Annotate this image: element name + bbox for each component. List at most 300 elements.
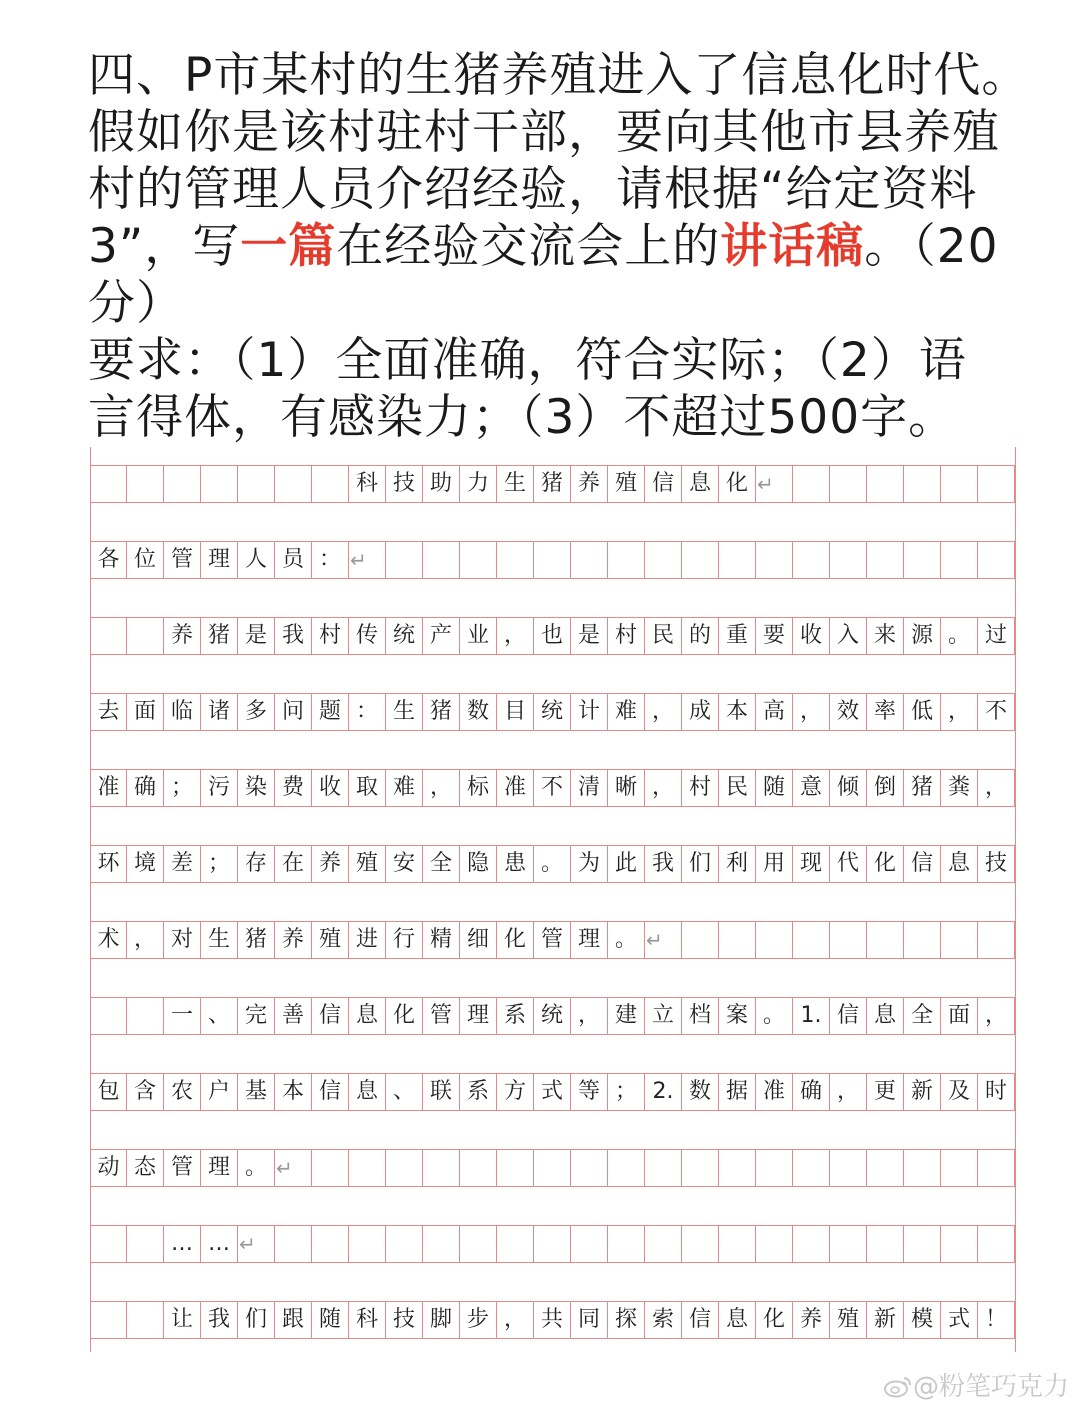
grid-cell: 晰 bbox=[608, 770, 645, 806]
grid-cell: 及 bbox=[941, 1074, 978, 1110]
grid-cell bbox=[571, 1226, 608, 1262]
grid-cell: 我 bbox=[201, 1302, 238, 1338]
grid-cell bbox=[830, 922, 867, 958]
grid-cell: 入 bbox=[830, 618, 867, 654]
grid-cell: 是 bbox=[571, 618, 608, 654]
grid-cell: ， bbox=[645, 694, 682, 730]
grid-cell: 重 bbox=[719, 618, 756, 654]
grid-cell: 方 bbox=[497, 1074, 534, 1110]
grid-cell: 民 bbox=[719, 770, 756, 806]
prompt-line bbox=[88, 47, 1030, 104]
grid-cell: 村 bbox=[682, 770, 719, 806]
grid-cell: 息 bbox=[349, 998, 386, 1034]
grid-cell bbox=[349, 1150, 386, 1186]
grid-cell: 临 bbox=[164, 694, 201, 730]
grid-cell bbox=[534, 1226, 571, 1262]
grid-cell: 农 bbox=[164, 1074, 201, 1110]
sheet-right-edge bbox=[1015, 447, 1016, 1352]
grid-cell: 来 bbox=[867, 618, 904, 654]
grid-cell: 管 bbox=[164, 1150, 201, 1186]
grid-row bbox=[90, 1225, 1016, 1263]
grid-cell bbox=[830, 1226, 867, 1262]
grid-cell bbox=[238, 466, 275, 502]
grid-cell: 要 bbox=[756, 618, 793, 654]
grid-cell bbox=[867, 922, 904, 958]
grid-cell: 力 bbox=[460, 466, 497, 502]
prompt-text: 在经验交流会上的 bbox=[336, 219, 721, 274]
grid-row bbox=[90, 1149, 1016, 1187]
grid-cell: 化 bbox=[867, 846, 904, 882]
grid-cell bbox=[867, 542, 904, 578]
grid-cell: 科 bbox=[349, 1302, 386, 1338]
grid-cell: 据 bbox=[719, 1074, 756, 1110]
grid-cell: 殖 bbox=[608, 466, 645, 502]
prompt-emphasis: 一篇 bbox=[240, 219, 337, 274]
grid-cell: ， bbox=[793, 694, 830, 730]
grid-cell: 效 bbox=[830, 694, 867, 730]
grid-cell: 化 bbox=[386, 998, 423, 1034]
grid-cell: 养 bbox=[164, 618, 201, 654]
grid-cell: 不 bbox=[978, 694, 1015, 730]
grid-cell bbox=[127, 1226, 164, 1262]
grid-cell bbox=[830, 1150, 867, 1186]
grid-cell: 殖 bbox=[830, 1302, 867, 1338]
grid-cell: ！ bbox=[978, 1302, 1015, 1338]
grid-cell: ： bbox=[312, 542, 349, 578]
grid-cell: ， bbox=[497, 618, 534, 654]
grid-cell bbox=[682, 922, 719, 958]
grid-cell bbox=[682, 1226, 719, 1262]
grid-cell bbox=[460, 542, 497, 578]
grid-row bbox=[90, 541, 1016, 579]
grid-cell: 成 bbox=[682, 694, 719, 730]
grid-cell: 技 bbox=[978, 846, 1015, 882]
grid-cell: 猪 bbox=[238, 922, 275, 958]
grid-cell bbox=[978, 1226, 1015, 1262]
grid-cell bbox=[719, 1150, 756, 1186]
grid-cell bbox=[793, 922, 830, 958]
grid-cell: 面 bbox=[941, 998, 978, 1034]
grid-cell: 信 bbox=[904, 846, 941, 882]
grid-cell: 联 bbox=[423, 1074, 460, 1110]
grid-cell: 猪 bbox=[201, 618, 238, 654]
grid-cell bbox=[682, 542, 719, 578]
grid-cell: 养 bbox=[571, 466, 608, 502]
sheet-left-edge bbox=[90, 447, 91, 1352]
grid-cell bbox=[127, 998, 164, 1034]
grid-cell: 位 bbox=[127, 542, 164, 578]
grid-cell: 完 bbox=[238, 998, 275, 1034]
grid-cell bbox=[423, 1150, 460, 1186]
grid-cell bbox=[497, 1226, 534, 1262]
grid-cell bbox=[756, 542, 793, 578]
grid-cell: 倒 bbox=[867, 770, 904, 806]
grid-cell: 的 bbox=[682, 618, 719, 654]
grid-cell: ， bbox=[645, 770, 682, 806]
prompt-line bbox=[88, 104, 1023, 161]
grid-row bbox=[90, 769, 1016, 807]
grid-cell: 化 bbox=[497, 922, 534, 958]
grid-cell bbox=[497, 1150, 534, 1186]
grid-cell: ： bbox=[349, 694, 386, 730]
grid-cell: 、 bbox=[386, 1074, 423, 1110]
grid-cell: 管 bbox=[423, 998, 460, 1034]
grid-cell bbox=[682, 1150, 719, 1186]
grid-cell bbox=[90, 618, 127, 654]
grid-cell: 档 bbox=[682, 998, 719, 1034]
grid-cell bbox=[127, 1302, 164, 1338]
grid-row bbox=[90, 1073, 1016, 1111]
grid-cell: 统 bbox=[386, 618, 423, 654]
grid-cell: … bbox=[164, 1226, 201, 1262]
prompt-text: 四、P市某村的生猪养殖进入了信息化时代。 bbox=[88, 48, 1030, 103]
grid-cell: 系 bbox=[497, 998, 534, 1034]
grid-cell: 殖 bbox=[349, 846, 386, 882]
grid-cell bbox=[90, 466, 127, 502]
grid-cell: 也 bbox=[534, 618, 571, 654]
answer-grid-sheet bbox=[90, 447, 1016, 1352]
prompt-text: 假如你是该村驻村干部，要向其他市县养殖 bbox=[88, 105, 1000, 160]
grid-cell: 信 bbox=[682, 1302, 719, 1338]
grid-cell: 取 bbox=[349, 770, 386, 806]
grid-cell: 准 bbox=[497, 770, 534, 806]
grid-cell: 探 bbox=[608, 1302, 645, 1338]
grid-cell bbox=[164, 466, 201, 502]
grid-cell: 息 bbox=[349, 1074, 386, 1110]
grid-cell bbox=[423, 542, 460, 578]
grid-cell bbox=[497, 542, 534, 578]
grid-cell: 确 bbox=[127, 770, 164, 806]
grid-cell: 去 bbox=[90, 694, 127, 730]
grid-cell: 人 bbox=[238, 542, 275, 578]
grid-cell: 存 bbox=[238, 846, 275, 882]
grid-cell: 索 bbox=[645, 1302, 682, 1338]
grid-cell: 现 bbox=[793, 846, 830, 882]
grid-cell: 倾 bbox=[830, 770, 867, 806]
grid-cell: 养 bbox=[793, 1302, 830, 1338]
grid-cell bbox=[386, 1150, 423, 1186]
grid-cell: ， bbox=[978, 998, 1015, 1034]
prompt-line bbox=[88, 218, 1023, 275]
prompt-line bbox=[88, 332, 1023, 389]
grid-cell: 息 bbox=[682, 466, 719, 502]
grid-cell: 难 bbox=[386, 770, 423, 806]
grid-cell bbox=[312, 466, 349, 502]
grid-cell: ， bbox=[571, 998, 608, 1034]
grid-cell: 户 bbox=[201, 1074, 238, 1110]
grid-row bbox=[90, 1301, 1016, 1339]
grid-cell bbox=[941, 542, 978, 578]
grid-cell: 代 bbox=[830, 846, 867, 882]
grid-cell: 是 bbox=[238, 618, 275, 654]
grid-cell: 差 bbox=[164, 846, 201, 882]
grid-cell: 村 bbox=[312, 618, 349, 654]
grid-cell bbox=[719, 1226, 756, 1262]
grid-cell: 信 bbox=[312, 998, 349, 1034]
prompt-line bbox=[88, 389, 1023, 446]
grid-cell bbox=[867, 466, 904, 502]
grid-cell bbox=[90, 998, 127, 1034]
grid-cell: 管 bbox=[534, 922, 571, 958]
return-mark: ↵ bbox=[349, 542, 386, 578]
grid-cell: 随 bbox=[312, 1302, 349, 1338]
grid-cell: 题 bbox=[312, 694, 349, 730]
grid-cell: 精 bbox=[423, 922, 460, 958]
grid-cell: 高 bbox=[756, 694, 793, 730]
grid-cell bbox=[978, 466, 1015, 502]
grid-cell bbox=[941, 1150, 978, 1186]
return-mark: ↵ bbox=[756, 466, 793, 502]
grid-cell: 们 bbox=[682, 846, 719, 882]
grid-cell: 猪 bbox=[423, 694, 460, 730]
grid-cell: 模 bbox=[904, 1302, 941, 1338]
grid-cell: 进 bbox=[349, 922, 386, 958]
grid-cell: 用 bbox=[756, 846, 793, 882]
grid-cell: 。 bbox=[756, 998, 793, 1034]
grid-cell: ； bbox=[164, 770, 201, 806]
grid-cell: 态 bbox=[127, 1150, 164, 1186]
grid-cell: 案 bbox=[719, 998, 756, 1034]
grid-cell bbox=[534, 1150, 571, 1186]
grid-cell: 猪 bbox=[904, 770, 941, 806]
grid-cell: 管 bbox=[164, 542, 201, 578]
grid-cell bbox=[830, 466, 867, 502]
prompt-emphasis: 讲话稿 bbox=[720, 219, 865, 274]
grid-cell bbox=[756, 1150, 793, 1186]
prompt-text: 村的管理人员介绍经验，请根据“给定资料 bbox=[88, 162, 978, 217]
grid-cell: 费 bbox=[275, 770, 312, 806]
grid-cell bbox=[386, 542, 423, 578]
prompt-text: 分） bbox=[88, 276, 184, 331]
grid-cell: ， bbox=[978, 770, 1015, 806]
grid-cell: 安 bbox=[386, 846, 423, 882]
grid-cell bbox=[904, 542, 941, 578]
grid-cell: 目 bbox=[497, 694, 534, 730]
grid-cell: 让 bbox=[164, 1302, 201, 1338]
grid-cell: 1. bbox=[793, 998, 830, 1034]
grid-cell bbox=[904, 1226, 941, 1262]
grid-cell bbox=[941, 922, 978, 958]
grid-cell: 在 bbox=[275, 846, 312, 882]
grid-cell: 信 bbox=[645, 466, 682, 502]
grid-cell: 我 bbox=[645, 846, 682, 882]
grid-cell bbox=[645, 1150, 682, 1186]
grid-cell: 包 bbox=[90, 1074, 127, 1110]
grid-cell: 清 bbox=[571, 770, 608, 806]
grid-cell: 术 bbox=[90, 922, 127, 958]
grid-cell: 养 bbox=[275, 922, 312, 958]
grid-cell: ， bbox=[830, 1074, 867, 1110]
grid-cell: 产 bbox=[423, 618, 460, 654]
grid-cell: 立 bbox=[645, 998, 682, 1034]
grid-cell: 此 bbox=[608, 846, 645, 882]
grid-cell bbox=[608, 1226, 645, 1262]
grid-cell: 基 bbox=[238, 1074, 275, 1110]
grid-cell: 2. bbox=[645, 1074, 682, 1110]
grid-cell: 动 bbox=[90, 1150, 127, 1186]
grid-cell: 村 bbox=[608, 618, 645, 654]
grid-cell: … bbox=[201, 1226, 238, 1262]
grid-cell: 科 bbox=[349, 466, 386, 502]
grid-cell: 新 bbox=[867, 1302, 904, 1338]
grid-cell: 息 bbox=[867, 998, 904, 1034]
grid-cell bbox=[645, 542, 682, 578]
grid-cell: 为 bbox=[571, 846, 608, 882]
grid-cell: 多 bbox=[238, 694, 275, 730]
grid-cell: 化 bbox=[756, 1302, 793, 1338]
grid-cell bbox=[312, 1226, 349, 1262]
grid-cell: 息 bbox=[719, 1302, 756, 1338]
prompt-line bbox=[88, 275, 1023, 332]
grid-cell bbox=[719, 542, 756, 578]
return-mark: ↵ bbox=[275, 1150, 312, 1186]
grid-cell: 式 bbox=[941, 1302, 978, 1338]
grid-cell: 本 bbox=[275, 1074, 312, 1110]
prompt-text: 言得体，有感染力；（3）不超过500字。 bbox=[88, 390, 957, 445]
grid-cell: 脚 bbox=[423, 1302, 460, 1338]
grid-row bbox=[90, 693, 1016, 731]
grid-cell: 系 bbox=[460, 1074, 497, 1110]
question-prompt bbox=[88, 47, 1030, 446]
grid-cell bbox=[127, 466, 164, 502]
grid-cell: 同 bbox=[571, 1302, 608, 1338]
grid-cell: ， bbox=[941, 694, 978, 730]
grid-cell bbox=[904, 466, 941, 502]
grid-cell: 信 bbox=[830, 998, 867, 1034]
grid-cell bbox=[904, 922, 941, 958]
grid-cell: 猪 bbox=[534, 466, 571, 502]
grid-cell: 诸 bbox=[201, 694, 238, 730]
grid-cell bbox=[275, 466, 312, 502]
grid-cell bbox=[460, 1150, 497, 1186]
grid-cell: 患 bbox=[497, 846, 534, 882]
grid-cell: 细 bbox=[460, 922, 497, 958]
grid-cell: 息 bbox=[941, 846, 978, 882]
grid-cell bbox=[793, 1150, 830, 1186]
grid-cell bbox=[830, 542, 867, 578]
grid-cell: 意 bbox=[793, 770, 830, 806]
grid-cell bbox=[978, 1150, 1015, 1186]
grid-cell: 准 bbox=[756, 1074, 793, 1110]
watermark bbox=[883, 1366, 1069, 1403]
prompt-text: 3”，写 bbox=[88, 219, 241, 274]
grid-cell: 理 bbox=[201, 1150, 238, 1186]
grid-cell: 养 bbox=[312, 846, 349, 882]
grid-cell bbox=[793, 466, 830, 502]
grid-cell bbox=[867, 1226, 904, 1262]
grid-cell bbox=[275, 1226, 312, 1262]
grid-cell: 不 bbox=[534, 770, 571, 806]
grid-row bbox=[90, 617, 1016, 655]
grid-cell bbox=[534, 542, 571, 578]
grid-cell bbox=[386, 1226, 423, 1262]
grid-cell: ； bbox=[608, 1074, 645, 1110]
grid-cell: 新 bbox=[904, 1074, 941, 1110]
grid-cell: 一 bbox=[164, 998, 201, 1034]
grid-cell: 问 bbox=[275, 694, 312, 730]
grid-cell bbox=[978, 922, 1015, 958]
grid-cell bbox=[608, 542, 645, 578]
grid-cell: 生 bbox=[497, 466, 534, 502]
grid-cell: 共 bbox=[534, 1302, 571, 1338]
grid-cell: 低 bbox=[904, 694, 941, 730]
grid-cell bbox=[941, 466, 978, 502]
grid-cell: 标 bbox=[460, 770, 497, 806]
grid-cell: 殖 bbox=[312, 922, 349, 958]
grid-cell: 善 bbox=[275, 998, 312, 1034]
grid-cell: 数 bbox=[460, 694, 497, 730]
grid-cell bbox=[312, 1150, 349, 1186]
grid-cell bbox=[793, 542, 830, 578]
grid-cell: ， bbox=[423, 770, 460, 806]
grid-cell: 。 bbox=[534, 846, 571, 882]
grid-cell bbox=[941, 1226, 978, 1262]
grid-cell bbox=[90, 1302, 127, 1338]
grid-cell: 理 bbox=[201, 542, 238, 578]
grid-cell bbox=[90, 1226, 127, 1262]
grid-cell: 数 bbox=[682, 1074, 719, 1110]
grid-cell bbox=[608, 1150, 645, 1186]
grid-cell: 面 bbox=[127, 694, 164, 730]
grid-cell: 过 bbox=[978, 618, 1015, 654]
grid-cell bbox=[201, 466, 238, 502]
grid-cell: 跟 bbox=[275, 1302, 312, 1338]
grid-cell: 员 bbox=[275, 542, 312, 578]
weibo-logo-icon bbox=[883, 1374, 913, 1398]
grid-cell: 确 bbox=[793, 1074, 830, 1110]
grid-cell: 生 bbox=[386, 694, 423, 730]
grid-cell: 统 bbox=[534, 694, 571, 730]
return-mark: ↵ bbox=[238, 1226, 275, 1262]
grid-cell: 率 bbox=[867, 694, 904, 730]
grid-cell: 技 bbox=[386, 1302, 423, 1338]
grid-cell: 。 bbox=[238, 1150, 275, 1186]
grid-cell bbox=[349, 1226, 386, 1262]
grid-cell: 境 bbox=[127, 846, 164, 882]
grid-cell: 时 bbox=[978, 1074, 1015, 1110]
grid-cell: 收 bbox=[312, 770, 349, 806]
grid-cell: 随 bbox=[756, 770, 793, 806]
grid-cell: 粪 bbox=[941, 770, 978, 806]
grid-cell: 环 bbox=[90, 846, 127, 882]
grid-cell bbox=[904, 1150, 941, 1186]
grid-cell: 准 bbox=[90, 770, 127, 806]
grid-cell: 收 bbox=[793, 618, 830, 654]
grid-cell: 各 bbox=[90, 542, 127, 578]
prompt-text: 。（20 bbox=[864, 219, 999, 274]
grid-cell bbox=[571, 1150, 608, 1186]
grid-cell: 技 bbox=[386, 466, 423, 502]
grid-cell: 理 bbox=[460, 998, 497, 1034]
grid-cell: 生 bbox=[201, 922, 238, 958]
grid-cell: 化 bbox=[719, 466, 756, 502]
grid-cell: 信 bbox=[312, 1074, 349, 1110]
grid-cell: 统 bbox=[534, 998, 571, 1034]
grid-cell: 民 bbox=[645, 618, 682, 654]
grid-row bbox=[90, 845, 1016, 883]
prompt-text: 要求：（1）全面准确，符合实际；（2）语 bbox=[88, 333, 967, 388]
grid-cell: ； bbox=[201, 846, 238, 882]
grid-cell: 等 bbox=[571, 1074, 608, 1110]
grid-cell: 隐 bbox=[460, 846, 497, 882]
grid-cell: 我 bbox=[275, 618, 312, 654]
grid-cell: ， bbox=[127, 922, 164, 958]
grid-cell: 助 bbox=[423, 466, 460, 502]
grid-cell: 源 bbox=[904, 618, 941, 654]
grid-cell bbox=[756, 1226, 793, 1262]
grid-cell: 全 bbox=[904, 998, 941, 1034]
grid-cell bbox=[867, 1150, 904, 1186]
